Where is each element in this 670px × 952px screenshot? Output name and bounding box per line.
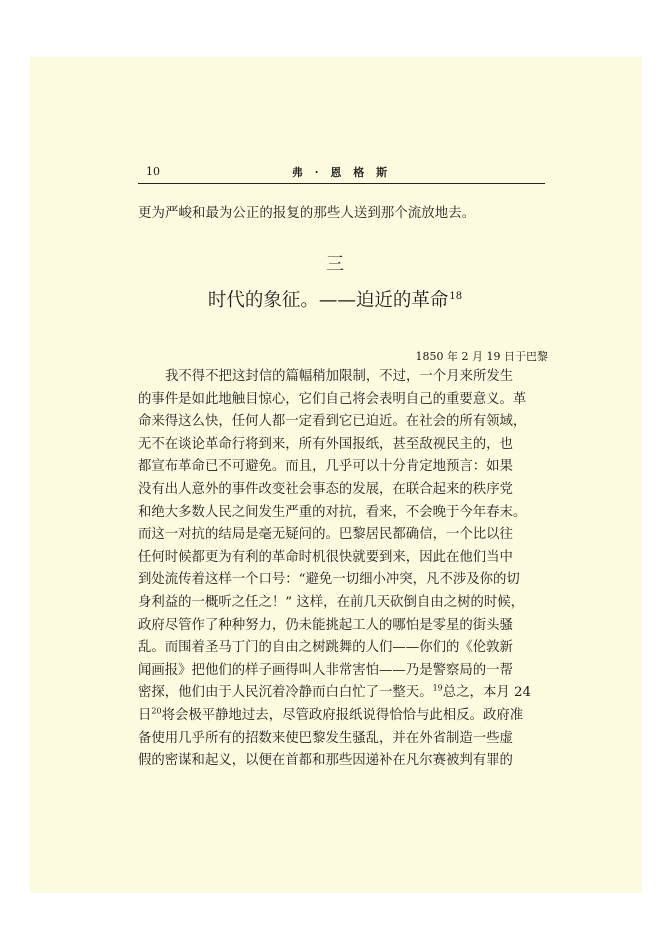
- body-line: 而这一对抗的结局是毫无疑问的。巴黎居民都确信，一个比以往: [138, 527, 513, 543]
- carry-over-line: 更为严峻和最为公正的报复的那些人送到那个流放地去。: [138, 206, 476, 221]
- body-line: 备使用几乎所有的招数来使巴黎发生骚乱，并在外省制造一些虚: [138, 730, 513, 746]
- body-line: 没有出人意外的事件改变社会事态的发展，在联合起来的秩序党: [138, 481, 513, 497]
- body-line: 闻画报》把他们的样子画得叫人非常害怕——乃是警察局的一帮: [138, 662, 513, 678]
- running-title: 弗 · 恩 格 斯: [291, 166, 392, 179]
- body-line: [138, 682, 548, 705]
- body-text-segment: 将会极平静地过去，尽管政府报纸说得恰恰与此相反。政府准: [161, 707, 524, 723]
- body-line: 政府尽管作了种种努力，仍未能挑起工人的哪怕是零星的街头骚: [138, 617, 513, 633]
- body-line: [138, 705, 548, 728]
- body-line: 任何时候都更为有利的革命时机很快就要到来，因此在他们当中: [138, 549, 513, 565]
- body-text-segment: 密探，他们由于人民沉着冷静而白白忙了一整天。: [138, 685, 433, 701]
- footnote-marker: 19: [432, 683, 443, 693]
- page-number: 10: [146, 165, 160, 178]
- body-line: 乱。而围着圣马丁门的自由之树跳舞的人们——你们的《伦敦新: [138, 640, 513, 656]
- body-text-segment: 日: [138, 707, 152, 723]
- body-line: 身利益的一概听之任之！” 这样，在前几天砍倒自由之树的时候，: [138, 594, 525, 610]
- body-line: 我不得不把这封信的篇幅稍加限制，不过，一个月来所发生: [165, 369, 514, 384]
- body-line: 假的密谋和起义，以便在首都和那些因递补在凡尔赛被判有罪的: [138, 753, 513, 769]
- body-text-segment: 总之，本月 24: [442, 685, 532, 701]
- body-line: 的事件是如此地触目惊心，它们自己将会表明自己的重要意义。革: [138, 391, 527, 407]
- dateline: 1850 年 2 月 19 日于巴黎: [415, 350, 548, 363]
- body-line: 都宣布革命已不可避免。而且，几乎可以十分肯定地预言：如果: [138, 459, 513, 475]
- section-number: 三: [326, 254, 344, 275]
- chapter-title-text: 时代的象征。——迫近的革命: [207, 290, 449, 311]
- body-line: 无不在谈论革命行将到来，所有外国报纸，甚至敌视民主的，也: [138, 436, 513, 452]
- body-line: 到处流传着这样一个口号：“避免一切细小冲突，凡不涉及你的切: [138, 572, 520, 588]
- footnote-marker: 20: [151, 706, 162, 716]
- chapter-title-note: 18: [449, 290, 463, 302]
- body-line: 和绝大多数人民之间发生严重的对抗，看来，不会晚于今年春末。: [138, 504, 527, 520]
- chapter-title: [0, 286, 670, 312]
- running-header: [138, 163, 545, 184]
- body-line: 命来得这么快，任何人都一定看到它已迫近。在社会的所有领域，: [138, 414, 527, 430]
- body-text: [138, 366, 548, 773]
